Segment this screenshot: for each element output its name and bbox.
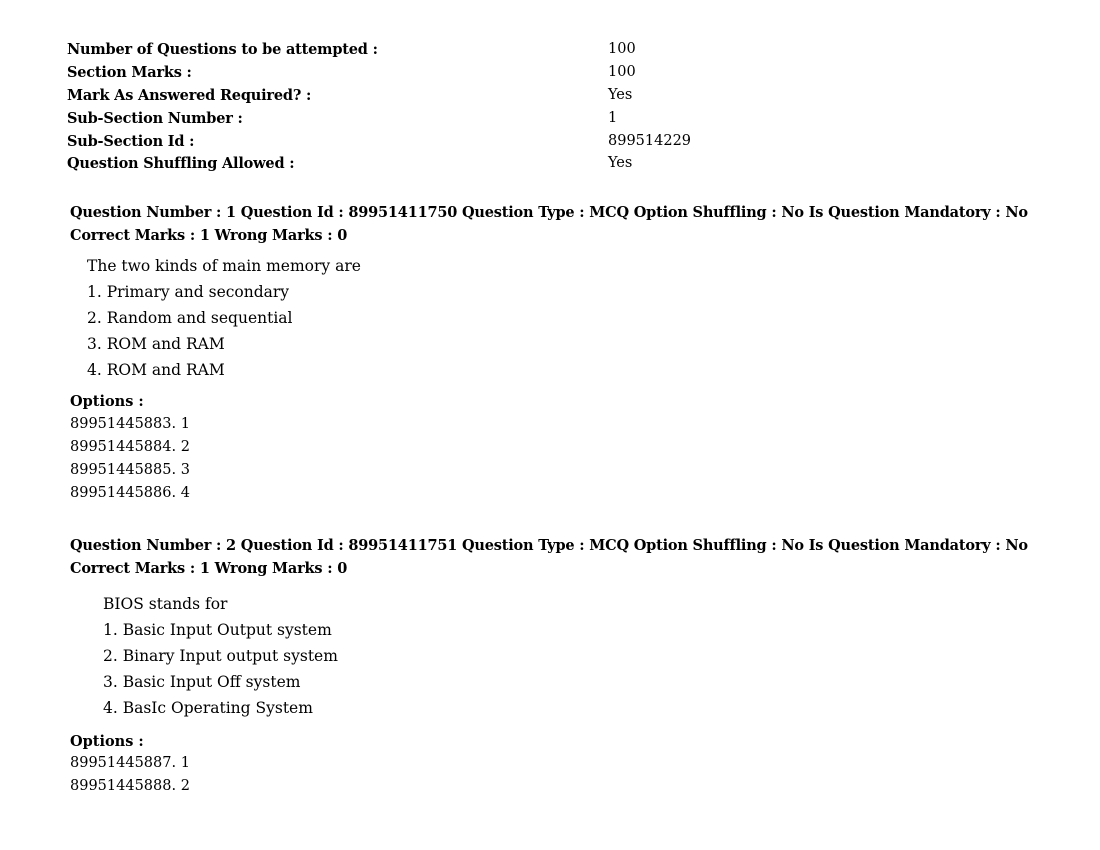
question-marks: Correct Marks : 1 Wrong Marks : 0 — [70, 560, 348, 577]
question-header: Question Number : 2 Question Id : 89951411751 Question Type : MCQ Option Shuffling : No Is Question Mandatory : No — [70, 537, 1028, 554]
option-item: 89951445887. 1 — [70, 755, 190, 771]
option-item: 89951445883. 1 — [70, 416, 190, 432]
info-value-sub-section-number: 1 — [608, 110, 618, 126]
info-value-question-shuffling: Yes — [608, 155, 633, 171]
option-item: 89951445886. 4 — [70, 485, 190, 501]
info-value-mark-as-answered: Yes — [608, 87, 633, 103]
question-choice: 3. ROM and RAM — [87, 335, 225, 353]
info-label-questions-to-attempt: Number of Questions to be attempted : — [67, 41, 378, 58]
question-choice: 4. ROM and RAM — [87, 361, 225, 379]
info-label-sub-section-number: Sub-Section Number : — [67, 110, 243, 127]
question-choice: 3. Basic Input Off system — [103, 673, 301, 691]
question-choice: 1. Primary and secondary — [87, 283, 290, 301]
question-marks: Correct Marks : 1 Wrong Marks : 0 — [70, 227, 348, 244]
info-value-questions-to-attempt: 100 — [608, 41, 636, 57]
info-value-section-marks: 100 — [608, 64, 636, 80]
option-item: 89951445885. 3 — [70, 462, 190, 478]
info-value-sub-section-id: 899514229 — [608, 133, 692, 149]
options-label: Options : — [70, 393, 144, 410]
info-label-mark-as-answered: Mark As Answered Required? : — [67, 87, 312, 104]
question-choice: 2. Binary Input output system — [103, 647, 338, 665]
info-label-sub-section-id: Sub-Section Id : — [67, 133, 195, 150]
options-label: Options : — [70, 733, 144, 750]
option-item: 89951445884. 2 — [70, 439, 190, 455]
option-item: 89951445888. 2 — [70, 778, 190, 794]
question-header: Question Number : 1 Question Id : 89951411750 Question Type : MCQ Option Shuffling : No Is Question Mandatory : No — [70, 204, 1028, 221]
info-label-section-marks: Section Marks : — [67, 64, 192, 81]
question-prompt: BIOS stands for — [103, 595, 228, 613]
question-choice: 4. BasIc Operating System — [103, 699, 313, 717]
question-prompt: The two kinds of main memory are — [87, 257, 361, 275]
question-choice: 2. Random and sequential — [87, 309, 293, 327]
question-choice: 1. Basic Input Output system — [103, 621, 332, 639]
info-label-question-shuffling: Question Shuffling Allowed : — [67, 155, 295, 172]
